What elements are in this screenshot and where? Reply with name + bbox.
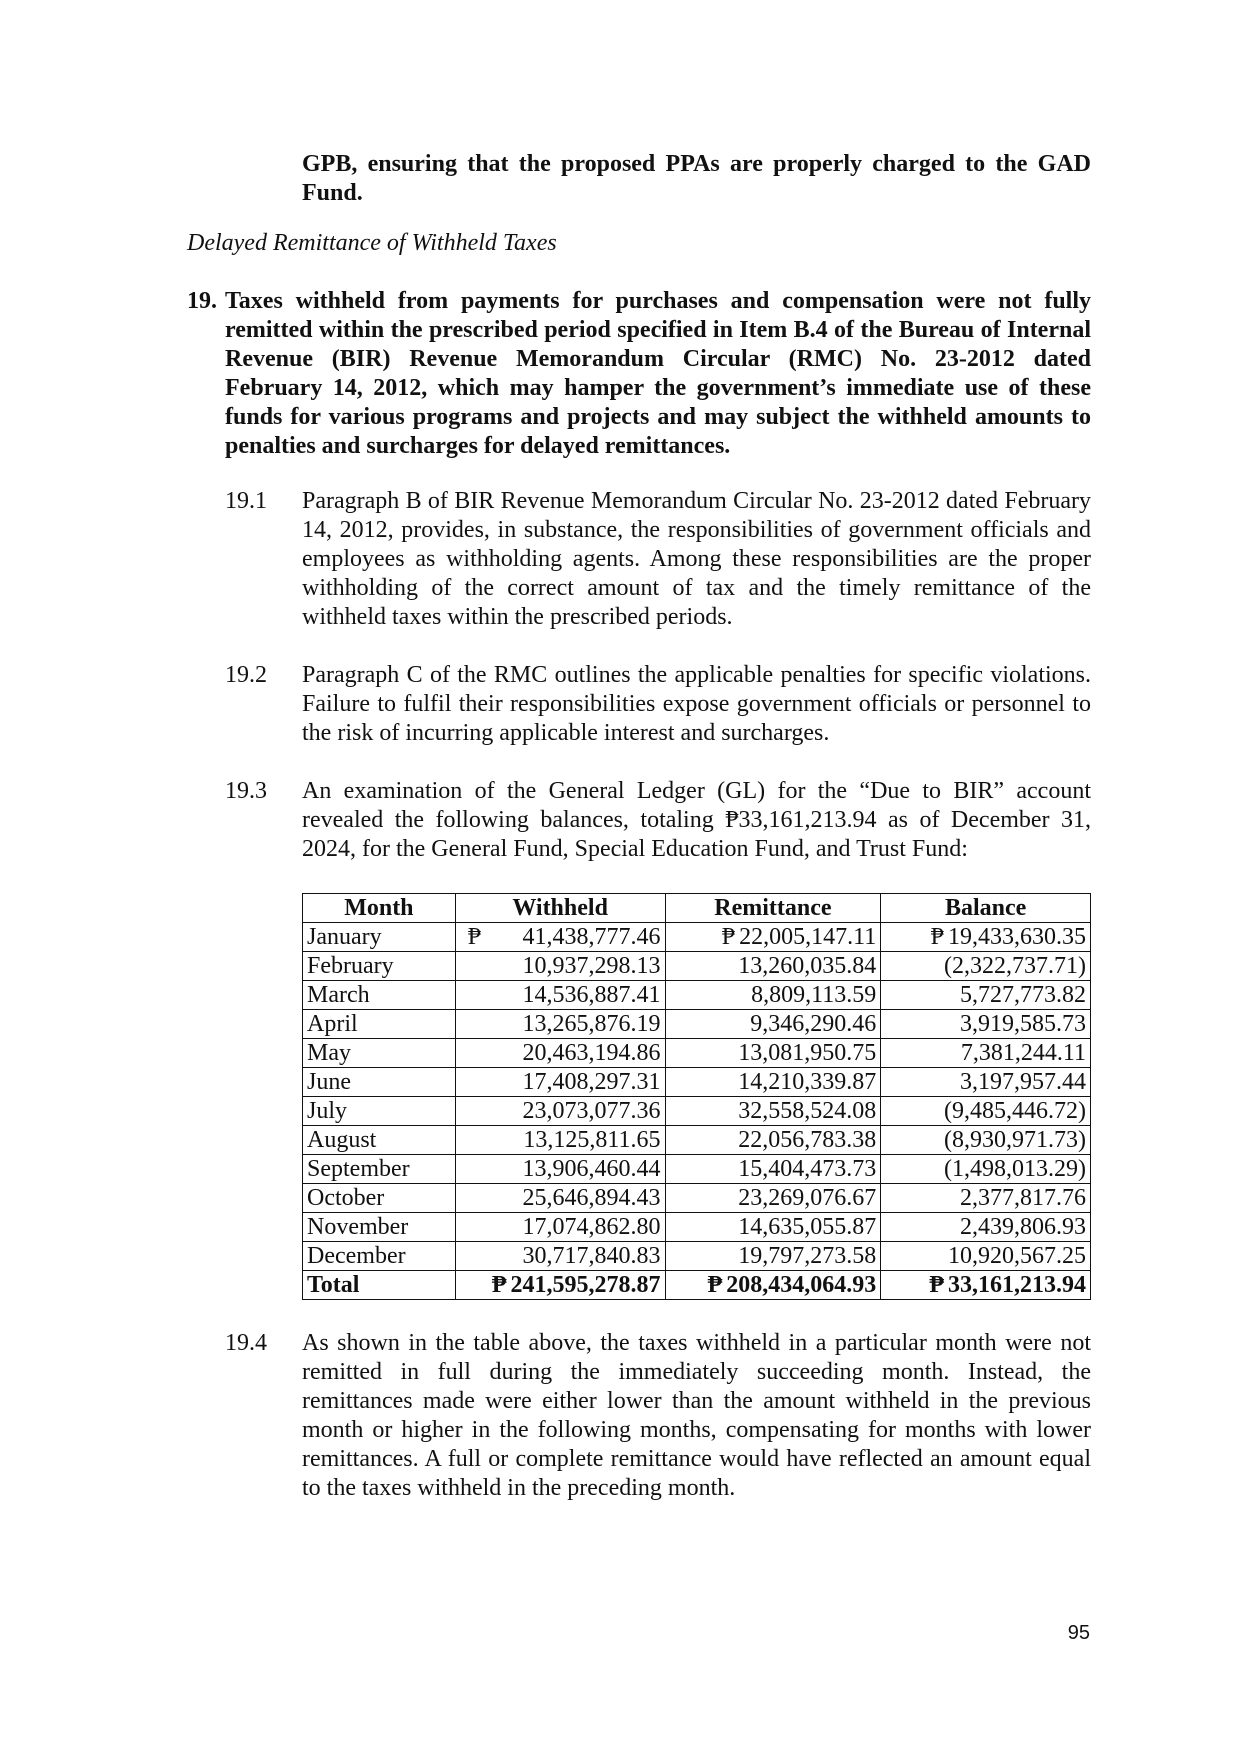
withheld-cell: ₱ 41,438,777.46 bbox=[455, 923, 665, 952]
balance-cell: (8,930,971.73) bbox=[881, 1126, 1091, 1155]
table-header-row bbox=[303, 894, 1091, 923]
balance-cell: ₱ 19,433,630.35 bbox=[881, 923, 1091, 952]
peso-sign: ₱ bbox=[707, 1272, 723, 1298]
table-row bbox=[303, 1242, 1091, 1271]
table-total-row bbox=[303, 1271, 1091, 1300]
withheld-cell: 30,717,840.83 bbox=[455, 1242, 665, 1271]
balance-cell: (2,322,737.71) bbox=[881, 952, 1091, 981]
month-cell: March bbox=[303, 981, 456, 1010]
table-row bbox=[303, 1126, 1091, 1155]
column-header-balance: Balance bbox=[881, 894, 1091, 923]
paragraph-text: An examination of the General Ledger (GL) for the “Due to BIR” account revealed the following balances, totaling ₱33,161,213.94 as of December 31, 2024, for the General Fund, Special Education Fund, and Trust Fund: bbox=[302, 778, 1091, 862]
month-cell: October bbox=[303, 1184, 456, 1213]
total-balance-cell: ₱ 33,161,213.94 bbox=[881, 1271, 1091, 1300]
remittance-cell: 15,404,473.73 bbox=[665, 1155, 881, 1184]
table-row bbox=[303, 1184, 1091, 1213]
remittance-cell: 14,635,055.87 bbox=[665, 1213, 881, 1242]
balance-cell: (1,498,013.29) bbox=[881, 1155, 1091, 1184]
paragraph-number: 19.1 bbox=[225, 488, 267, 514]
total-remittance-cell: ₱ 208,434,064.93 bbox=[665, 1271, 881, 1300]
withheld-cell: 13,125,811.65 bbox=[455, 1126, 665, 1155]
peso-sign: ₱ bbox=[491, 1272, 507, 1298]
peso-sign: ₱ bbox=[467, 924, 482, 950]
table-row bbox=[303, 1039, 1091, 1068]
month-cell: September bbox=[303, 1155, 456, 1184]
month-cell: May bbox=[303, 1039, 456, 1068]
balance-cell: (9,485,446.72) bbox=[881, 1097, 1091, 1126]
withheld-cell: 17,408,297.31 bbox=[455, 1068, 665, 1097]
balance-cell: 5,727,773.82 bbox=[881, 981, 1091, 1010]
withheld-cell: 17,074,862.80 bbox=[455, 1213, 665, 1242]
paragraph-text: Paragraph B of BIR Revenue Memorandum Circular No. 23-2012 dated February 14, 2012, provides, in substance, the responsibilities of government officials and employees as withholding agents. Among these responsibilities are the proper withholding of the correct amount of tax and the timely remittance of the withheld taxes within the prescribed periods. bbox=[302, 488, 1091, 630]
balance-cell: 10,920,567.25 bbox=[881, 1242, 1091, 1271]
withheld-cell: 20,463,194.86 bbox=[455, 1039, 665, 1068]
balance-cell: 3,197,957.44 bbox=[881, 1068, 1091, 1097]
remittance-cell: 14,210,339.87 bbox=[665, 1068, 881, 1097]
column-header-month: Month bbox=[303, 894, 456, 923]
finding-text: Taxes withheld from payments for purchases and compensation were not fully remitted within the prescribed period specified in Item B.4 of the Bureau of Internal Revenue (BIR) Revenue Memorandum Circular (RMC) No. 23-2012 dated February 14, 2012, which may hamper the government’s immediate use of these funds for various programs and projects and may subject the withheld amounts to penalties and surcharges for delayed remittances. bbox=[225, 288, 1091, 459]
month-cell: February bbox=[303, 952, 456, 981]
balance-cell: 2,377,817.76 bbox=[881, 1184, 1091, 1213]
month-cell: November bbox=[303, 1213, 456, 1242]
table-row bbox=[303, 952, 1091, 981]
table-row bbox=[303, 1155, 1091, 1184]
month-cell: June bbox=[303, 1068, 456, 1097]
due-to-bir-table bbox=[302, 893, 1091, 1300]
column-header-remittance: Remittance bbox=[665, 894, 881, 923]
month-cell: December bbox=[303, 1242, 456, 1271]
remittance-cell: 8,809,113.59 bbox=[665, 981, 881, 1010]
finding-number: 19. bbox=[187, 288, 217, 314]
section-heading: Delayed Remittance of Withheld Taxes bbox=[187, 230, 557, 256]
remittance-cell: 19,797,273.58 bbox=[665, 1242, 881, 1271]
balance-cell: 3,919,585.73 bbox=[881, 1010, 1091, 1039]
remittance-cell: 32,558,524.08 bbox=[665, 1097, 881, 1126]
total-label-cell: Total bbox=[303, 1271, 456, 1300]
peso-sign: ₱ bbox=[929, 1272, 944, 1298]
table-row bbox=[303, 1213, 1091, 1242]
total-withheld-cell: ₱ 241,595,278.87 bbox=[455, 1271, 665, 1300]
month-cell: January bbox=[303, 923, 456, 952]
withheld-cell: 14,536,887.41 bbox=[455, 981, 665, 1010]
month-cell: August bbox=[303, 1126, 456, 1155]
remittance-cell: 9,346,290.46 bbox=[665, 1010, 881, 1039]
table-row bbox=[303, 1097, 1091, 1126]
remittance-cell: 13,260,035.84 bbox=[665, 952, 881, 981]
paragraph-number: 19.3 bbox=[225, 778, 267, 804]
peso-sign: ₱ bbox=[930, 924, 944, 950]
table-row bbox=[303, 981, 1091, 1010]
paragraph-text: As shown in the table above, the taxes withheld in a particular month were not remitted in full during the immediately succeeding month. Instead, the remittances made were either lower than the amount withheld in the previous month or higher in the following months, compensating for months with lower remittances. A full or complete remittance would have reflected an amount equal to the taxes withheld in the preceding month. bbox=[302, 1330, 1091, 1501]
table-row bbox=[303, 1010, 1091, 1039]
remittance-cell: 22,056,783.38 bbox=[665, 1126, 881, 1155]
table-row bbox=[303, 1068, 1091, 1097]
remittance-cell: 23,269,076.67 bbox=[665, 1184, 881, 1213]
withheld-cell: 13,906,460.44 bbox=[455, 1155, 665, 1184]
column-header-withheld: Withheld bbox=[455, 894, 665, 923]
withheld-cell: 10,937,298.13 bbox=[455, 952, 665, 981]
paragraph-number: 19.4 bbox=[225, 1330, 267, 1356]
month-cell: July bbox=[303, 1097, 456, 1126]
withheld-cell: 13,265,876.19 bbox=[455, 1010, 665, 1039]
paragraph-text: Paragraph C of the RMC outlines the applicable penalties for specific violations. Failure to fulfil their responsibilities expose government officials or personnel to the risk of incurring applicable interest and surcharges. bbox=[302, 662, 1091, 746]
month-cell: April bbox=[303, 1010, 456, 1039]
remittance-cell: ₱ 22,005,147.11 bbox=[665, 923, 881, 952]
withheld-cell: 25,646,894.43 bbox=[455, 1184, 665, 1213]
paragraph-number: 19.2 bbox=[225, 662, 267, 688]
balance-cell: 2,439,806.93 bbox=[881, 1213, 1091, 1242]
peso-sign: ₱ bbox=[721, 924, 736, 950]
table-row bbox=[303, 923, 1091, 952]
balance-cell: 7,381,244.11 bbox=[881, 1039, 1091, 1068]
page-number: 95 bbox=[1067, 1622, 1090, 1644]
intro-bold-text: GPB, ensuring that the proposed PPAs are properly charged to the GAD Fund. bbox=[302, 151, 1091, 206]
withheld-cell: 23,073,077.36 bbox=[455, 1097, 665, 1126]
remittance-cell: 13,081,950.75 bbox=[665, 1039, 881, 1068]
